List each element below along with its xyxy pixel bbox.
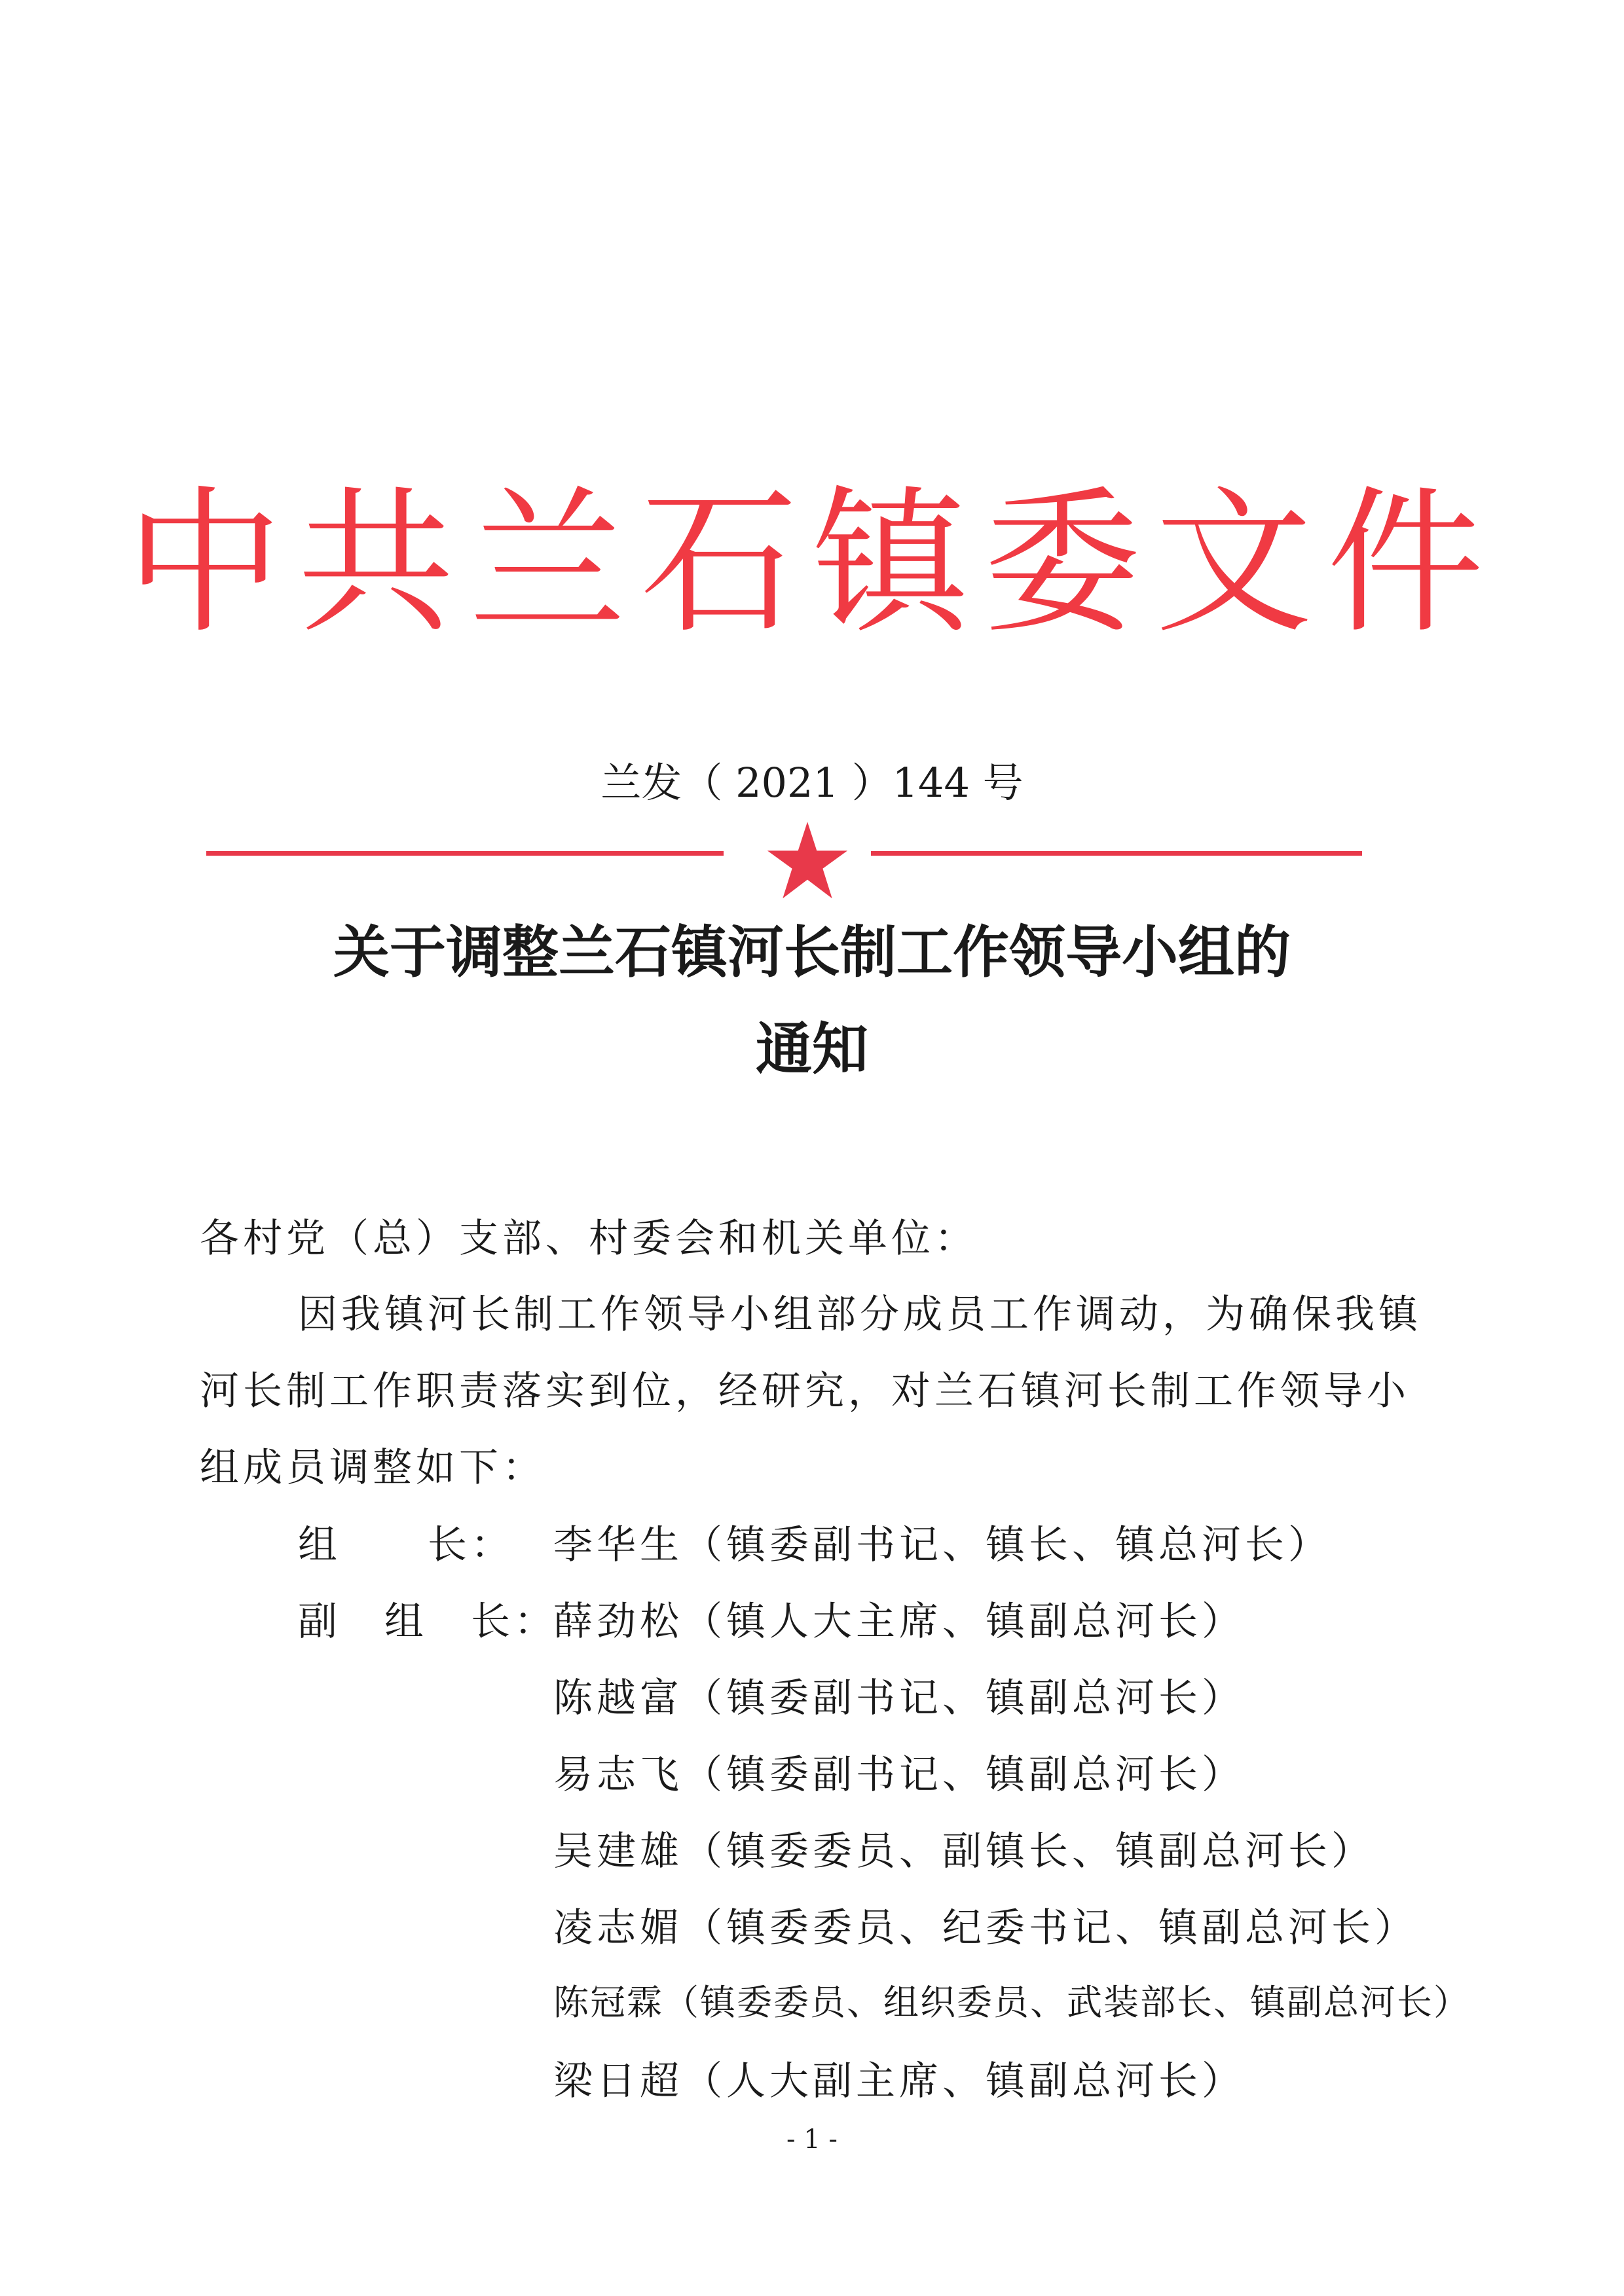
deputy-label: 副 组 长： [298,1599,557,1645]
deputy-entry: 易志飞（镇委副书记、镇副总河长） [553,1752,1245,1798]
deputy-entry: 陈越富（镇委副书记、镇副总河长） [553,1675,1245,1721]
body-line: 河长制工作职责落实到位，经研究，对兰石镇河长制工作领导小 [200,1368,1410,1414]
deputy-entry: 薛劲松（镇人大主席、镇副总河长） [553,1599,1245,1645]
body-line: 组成员调整如下： [200,1445,545,1491]
body-line: 因我镇河长制工作领导小组部分成员工作调动，为确保我镇 [298,1292,1422,1338]
notice-title-line2: 通知 [756,1016,868,1082]
leader-label: 组 长： [298,1522,514,1568]
notice-title-line1: 关于调整兰石镇河长制工作领导小组的 [333,919,1291,985]
deputy-entry: 吴建雄（镇委委员、副镇长、镇副总河长） [553,1829,1375,1874]
leader-entry: 李华生（镇委副书记、镇长、镇总河长） [553,1522,1331,1568]
red-rule-left [206,851,724,856]
red-star-icon [765,818,850,903]
deputy-entry: 陈冠霖（镇委委员、组织委员、武装部长、镇副总河长） [553,1982,1470,2023]
red-rule-right [871,851,1362,856]
document-number: 兰发（ 2021 ）144 号 [600,759,1024,807]
page-number: - 1 - [786,2124,838,2155]
salutation: 各村党（总）支部、村委会和机关单位： [200,1216,978,1262]
deputy-entry: 凌志媚（镇委委员、纪委书记、镇副总河长） [553,1905,1418,1951]
masthead-title: 中共兰石镇委文件 [126,471,1498,655]
deputy-entry: 梁日超（人大副主席、镇副总河长） [553,2058,1245,2104]
